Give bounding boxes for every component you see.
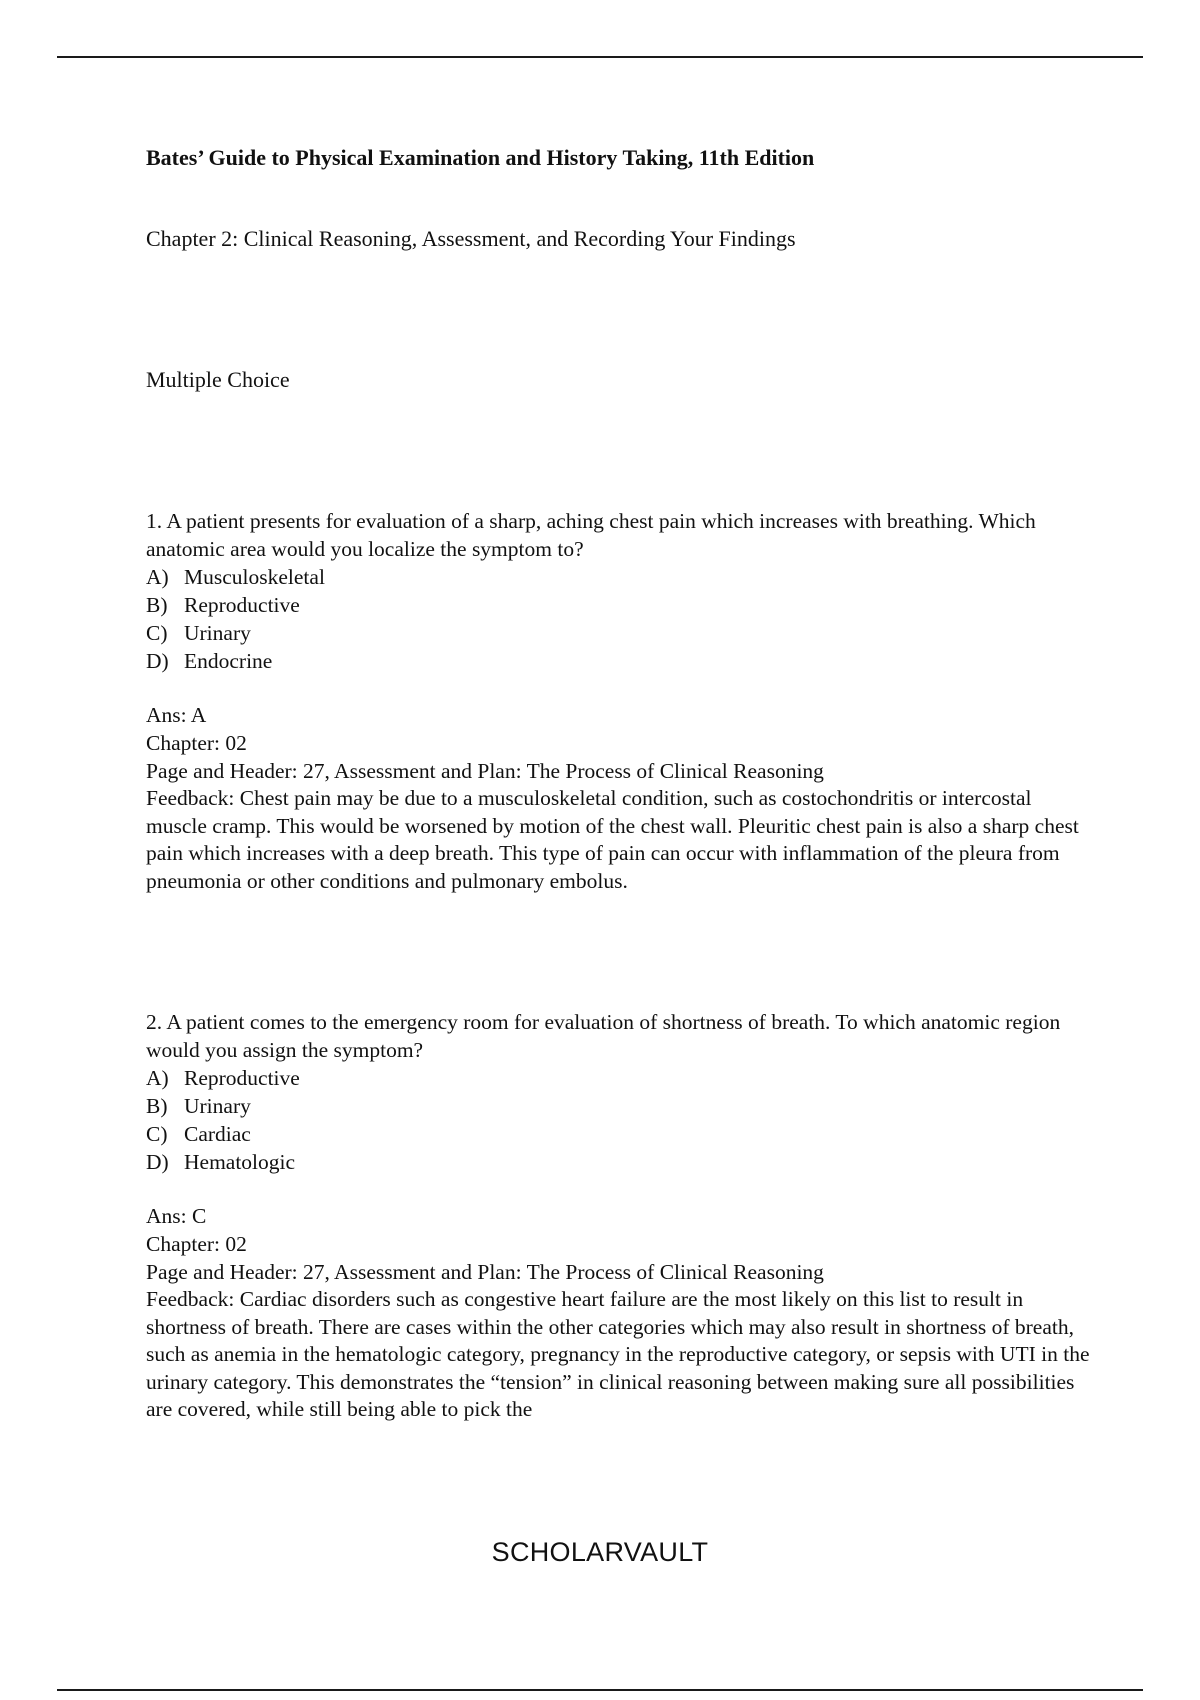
- answer-line: Ans: C: [146, 1204, 207, 1228]
- option-letter: C): [146, 1122, 168, 1146]
- option-letter: D): [146, 649, 169, 673]
- chapter-line: Chapter: 02: [146, 1232, 247, 1256]
- answer-option: [146, 1092, 1096, 1120]
- option-letter: B): [146, 593, 168, 617]
- answer-details: [146, 701, 1096, 895]
- answer-line: Ans: A: [146, 703, 207, 727]
- question-text: 1. A patient presents for evaluation of a sharp, aching chest pain which increases with breathing. Which anatomic area would you localize the symptom to?: [146, 509, 1036, 561]
- feedback-text: Feedback: Chest pain may be due to a musculoskeletal condition, such as costochondritis or intercostal muscle cramp. This would be worsened by motion of the chest wall. Pleuritic chest pain is also a sharp chest pain which increases with a deep breath. This type of pain can occur with inflammation of the pleura from pneumonia or other conditions and pulmonary embolus.: [146, 786, 1079, 893]
- answer-option: [146, 647, 1096, 675]
- answer-option: [146, 1064, 1096, 1092]
- option-letter: C): [146, 621, 168, 645]
- question-text: 2. A patient comes to the emergency room for evaluation of shortness of breath. To which anatomic region would you assign the symptom?: [146, 1010, 1061, 1062]
- book-title: Bates’ Guide to Physical Examination and History Taking, 11th Edition: [146, 145, 815, 170]
- option-text: Reproductive: [184, 1066, 300, 1090]
- feedback-text: Feedback: Cardiac disorders such as congestive heart failure are the most likely on this list to result in shortness of breath. There are cases within the other categories which may also result in shortness of breath, such as anemia in the hematologic category, pregnancy in the reproductive category, or sepsis with UTI in the urinary category. This demonstrates the “tension” in clinical reasoning between making sure all possibilities are covered, while still being able to pick the: [146, 1287, 1090, 1421]
- option-text: Endocrine: [184, 649, 273, 673]
- question-2: [146, 1008, 1096, 1424]
- option-letter: B): [146, 1094, 168, 1118]
- option-text: Cardiac: [184, 1122, 251, 1146]
- section-label: Multiple Choice: [146, 367, 290, 392]
- option-text: Hematologic: [184, 1150, 296, 1174]
- page-header-line: Page and Header: 27, Assessment and Plan: The Process of Clinical Reasoning: [146, 759, 824, 783]
- top-rule: [57, 56, 1143, 58]
- question-1: [146, 507, 1096, 895]
- answer-option: [146, 591, 1096, 619]
- option-text: Urinary: [184, 1094, 251, 1118]
- option-letter: A): [146, 1066, 169, 1090]
- option-text: Musculoskeletal: [184, 565, 325, 589]
- answer-option: [146, 619, 1096, 647]
- page-header-line: Page and Header: 27, Assessment and Plan: The Process of Clinical Reasoning: [146, 1260, 824, 1284]
- option-letter: D): [146, 1150, 169, 1174]
- option-letter: A): [146, 565, 169, 589]
- bottom-rule: [57, 1689, 1143, 1691]
- answer-option: [146, 563, 1096, 591]
- watermark-text: SCHOLARVAULT: [491, 1537, 709, 1567]
- chapter-title: Chapter 2: Clinical Reasoning, Assessment, and Recording Your Findings: [146, 226, 796, 251]
- option-text: Urinary: [184, 621, 251, 645]
- chapter-line: Chapter: 02: [146, 731, 247, 755]
- option-text: Reproductive: [184, 593, 300, 617]
- answer-option: [146, 1120, 1096, 1148]
- answer-option: [146, 1148, 1096, 1176]
- answer-details: [146, 1202, 1096, 1424]
